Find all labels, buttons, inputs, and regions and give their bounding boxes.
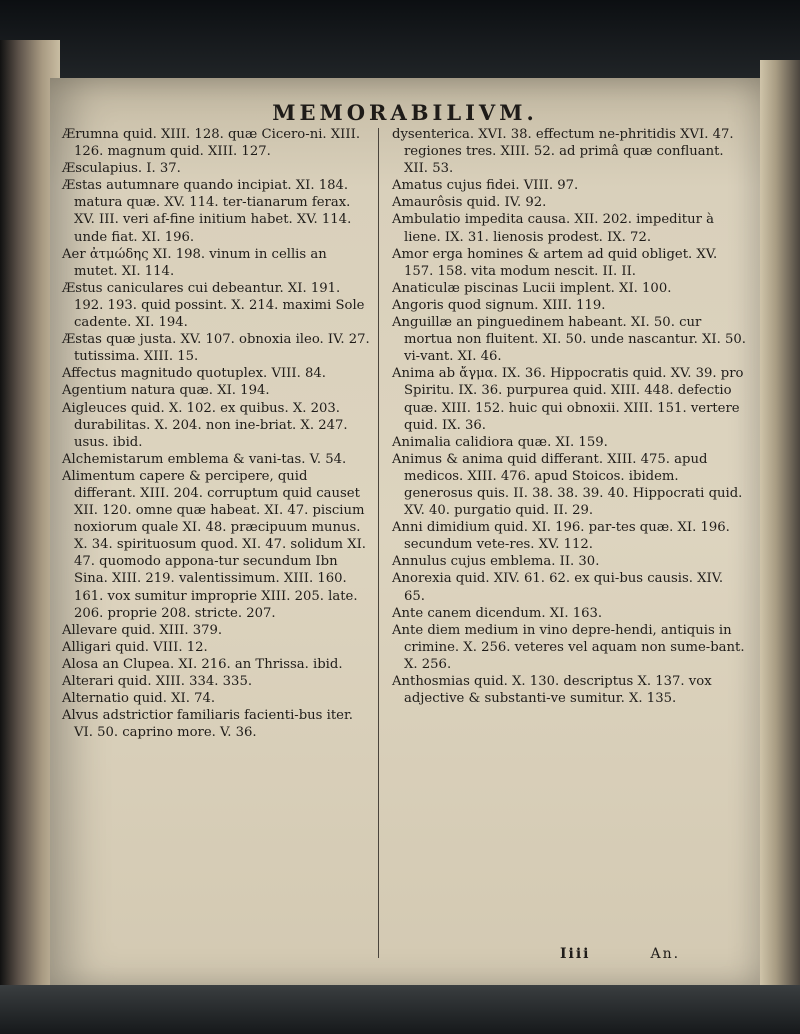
index-entry: Amor erga homines & artem ad quid obliget. XV. 157. 158. vita modum nescit. II. II.	[392, 246, 718, 279]
index-entry: Animus & anima quid differant. XIII. 475. apud medicos. XIII. 476. apud Stoicos. ibidem. generosus quis. II. 38. 38. 39. 40. Hippocrati quid. XV. 40. purgatio quid. II. 29.	[392, 451, 743, 519]
catchword: An.	[650, 946, 681, 962]
index-entry: Anni dimidium quid. XI. 196. par-tes quæ. XI. 196. secundum vete-res. XV. 112.	[392, 520, 730, 553]
page-footer	[560, 946, 680, 962]
index-entry: Ante diem medium in vino depre-hendi, antiquis in crimine. X. 256. veteres vel aquam non sume-bant. X. 256.	[392, 622, 745, 672]
index-entry: Allevare quid. XIII. 379.	[62, 622, 223, 638]
index-entry: Alchemistarum emblema & vani-tas. V. 54.	[62, 451, 347, 467]
index-entry: Æsculapius. I. 37.	[62, 161, 181, 177]
index-entry: Amatus cujus fidei. VIII. 97.	[392, 178, 579, 194]
index-entry: Alvus adstrictior familiaris facienti-bus iter. VI. 50. caprino more. V. 36.	[62, 708, 353, 741]
index-column-left	[62, 126, 370, 741]
index-entry: Alosa an Clupea. XI. 216. an Thrissa. ibid.	[62, 656, 343, 672]
index-entry: Æstus caniculares cui debeantur. XI. 191. 192. 193. quid possint. X. 214. maximi Sole cadente. XI. 194.	[62, 280, 365, 331]
index-entry: Ambulatio impedita causa. XII. 202. impeditur à liene. IX. 31. lienosis prodest. IX. 72.	[392, 212, 714, 245]
page-edge-right	[760, 60, 800, 990]
index-entry: Alterari quid. XIII. 334. 335.	[62, 674, 253, 689]
index-entry: Aigleuces quid. X. 102. ex quibus. X. 203. durabilitas. X. 204. non ine-briat. X. 247. usus. ibid.	[62, 400, 348, 450]
index-entry: Æstas autumnare quando incipiat. XI. 184. matura quæ. XV. 114. ter-tianarum ferax. XV. III. veri af-fine initium habet. XV. 114. unde fiat. XI. 196.	[62, 178, 352, 245]
signature-mark: Iiii	[560, 946, 591, 962]
index-entry: Ante canem dicendum. XI. 163.	[392, 605, 603, 621]
index-entry: Alligari quid. VIII. 12.	[62, 639, 208, 655]
index-entry: Agentium natura quæ. XI. 194.	[62, 383, 270, 399]
index-entry: Ærumna quid. XIII. 128. quæ Cicero-ni. XIII. 126. magnum quid. XIII. 127.	[62, 127, 361, 160]
index-entry: Animalia calidiora quæ. XI. 159.	[392, 434, 608, 450]
index-entry: Affectus magnitudo quotuplex. VIII. 84.	[62, 366, 326, 382]
index-entry: Anaticulæ piscinas Lucii implent. XI. 100.	[392, 280, 672, 296]
photo-backdrop-bottom	[0, 985, 800, 1034]
column-divider	[378, 128, 379, 958]
index-entry: Anguillæ an pinguedinem habeant. XI. 50. cur mortua non fluitent. XI. 50. unde nascantur. XI. 50. vi-vant. XI. 46.	[392, 315, 746, 365]
index-entry: Anorexia quid. XIV. 61. 62. ex qui-bus causis. XIV. 65.	[392, 571, 724, 604]
index-entry: Angoris quod signum. XIII. 119.	[392, 297, 606, 313]
index-entry: Annulus cujus emblema. II. 30.	[392, 554, 600, 570]
index-entry: Alimentum capere & percipere, quid differant. XIII. 204. corruptum quid causet XII. 120. omne quæ habeat. XI. 47. piscium noxiorum quale XI. 48. præcipuum munus. X. 34. spirituosum quod. XI. 47. solidum XI. 47. quomodo appona-tur secundum Ibn Sina. XIII. 219. valentissimum. XIII. 160. 161. vox sumitur improprie XIII. 205. late. 206. proprie 208. stricte. 207.	[62, 468, 366, 621]
index-entry: Anima ab ἄγμα. IX. 36. Hippocratis quid. XV. 39. pro Spiritu. IX. 36. purpurea quid. XIII. 448. defectio quæ. XIII. 152. huic qui obnoxii. XIII. 151. vertere quid. IX. 36.	[392, 366, 744, 433]
index-entry: Alternatio quid. XI. 74.	[62, 691, 216, 707]
photo-backdrop-top	[0, 0, 800, 90]
running-head-title: MEMORABILIVM.	[272, 100, 538, 125]
index-entry: Amaurôsis quid. IV. 92.	[392, 195, 547, 211]
index-column-right	[392, 126, 748, 707]
index-entry: dysenterica. XVI. 38. effectum ne-phritidis XVI. 47. regiones tres. XIII. 52. ad primâ quæ confluant. XII. 53.	[392, 127, 734, 177]
index-entry: Anthosmias quid. X. 130. descriptus X. 137. vox adjective & substanti-ve sumitur. X. 135.	[392, 674, 712, 707]
index-entry: Æstas quæ justa. XV. 107. obnoxia ileo. IV. 27. tutissima. XIII. 15.	[62, 332, 370, 365]
index-entry: Aer ἀτμώδης XI. 198. vinum in cellis an mutet. XI. 114.	[62, 246, 327, 279]
